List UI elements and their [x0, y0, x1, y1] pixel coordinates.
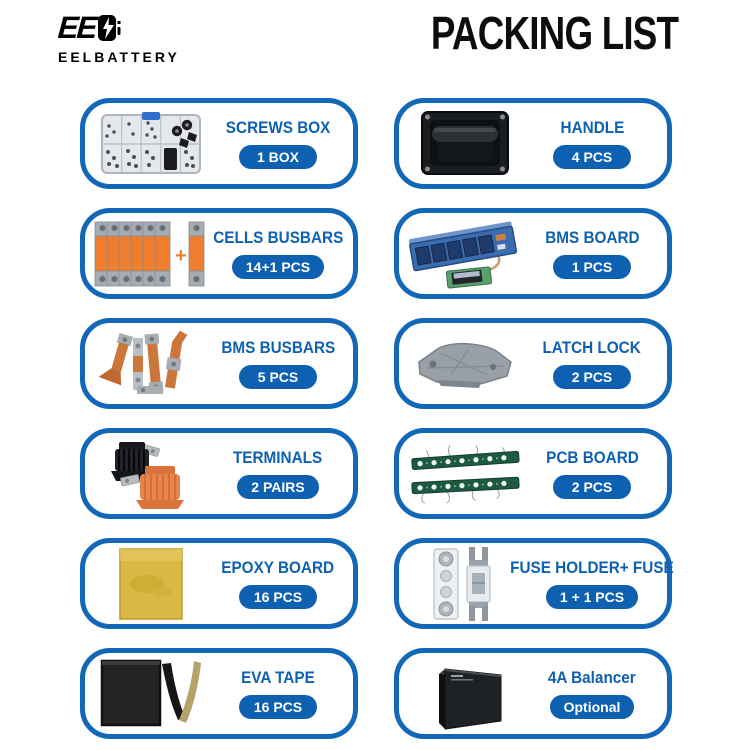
- card-bms-busbars: [80, 318, 358, 409]
- quantity-badge: 4 PCS: [553, 145, 631, 169]
- eva-tape-photo: [93, 654, 209, 734]
- screws-box-photo: [93, 104, 209, 184]
- card-eva-tape: [80, 648, 358, 739]
- card-handle: [394, 98, 672, 189]
- item-name: CELLS BUSBARS: [212, 228, 344, 247]
- terminals-photo: [93, 434, 209, 514]
- item-name: BMS BUSBARS: [221, 338, 335, 357]
- item-name: SCREWS BOX: [225, 118, 331, 137]
- item-name: EVA TAPE: [241, 668, 315, 687]
- item-name: EPOXY BOARD: [221, 558, 335, 577]
- quantity-badge: 1 PCS: [553, 255, 631, 279]
- fuse-holder-fuse-photo: [407, 544, 523, 624]
- logo-mark: [58, 12, 180, 43]
- item-name: HANDLE: [560, 118, 624, 137]
- quantity-badge: 2 PAIRS: [237, 475, 318, 499]
- bms-board-photo: [407, 214, 523, 294]
- quantity-badge: 14+1 PCS: [232, 255, 324, 279]
- logo-wordmark: EELBATTERY: [58, 49, 180, 65]
- card-pcb-board: [394, 428, 672, 519]
- quantity-badge: 2 PCS: [553, 365, 631, 389]
- balancer-photo: [407, 654, 523, 734]
- quantity-badge: 16 PCS: [239, 695, 317, 719]
- quantity-badge: 1 BOX: [239, 145, 317, 169]
- quantity-badge: 16 PCS: [239, 585, 317, 609]
- card-fuse-holder-fuse: [394, 538, 672, 629]
- handle-photo: [407, 104, 523, 184]
- lightning-bolt-icon: [97, 13, 121, 43]
- brand-logo: [58, 12, 180, 65]
- item-name: TERMINALS: [233, 448, 323, 467]
- card-screws-box: [80, 98, 358, 189]
- quantity-badge: Optional: [550, 695, 635, 719]
- epoxy-board-photo: [93, 544, 209, 624]
- item-name: BMS BOARD: [544, 228, 640, 247]
- card-balancer: [394, 648, 672, 739]
- cells-busbars-photo: [93, 214, 209, 294]
- page-title: PACKING LIST: [431, 7, 679, 59]
- quantity-badge: 5 PCS: [239, 365, 317, 389]
- quantity-badge: 2 PCS: [553, 475, 631, 499]
- packing-list-grid: [80, 98, 672, 739]
- bms-busbars-photo: [93, 324, 209, 404]
- card-bms-board: [394, 208, 672, 299]
- card-terminals: [80, 428, 358, 519]
- plus-sign: +: [175, 244, 187, 267]
- card-epoxy-board: [80, 538, 358, 629]
- card-latch-lock: [394, 318, 672, 409]
- logo-letters: EE: [56, 10, 97, 45]
- card-cells-busbars: [80, 208, 358, 299]
- pcb-board-photo: [407, 434, 523, 514]
- quantity-badge: 1 + 1 PCS: [546, 585, 638, 609]
- item-name: 4A Balancer: [548, 668, 636, 687]
- item-name: LATCH LOCK: [542, 338, 642, 357]
- latch-lock-photo: [407, 324, 523, 404]
- item-name: FUSE HOLDER+ FUSE: [510, 558, 674, 577]
- item-name: PCB BOARD: [545, 448, 639, 467]
